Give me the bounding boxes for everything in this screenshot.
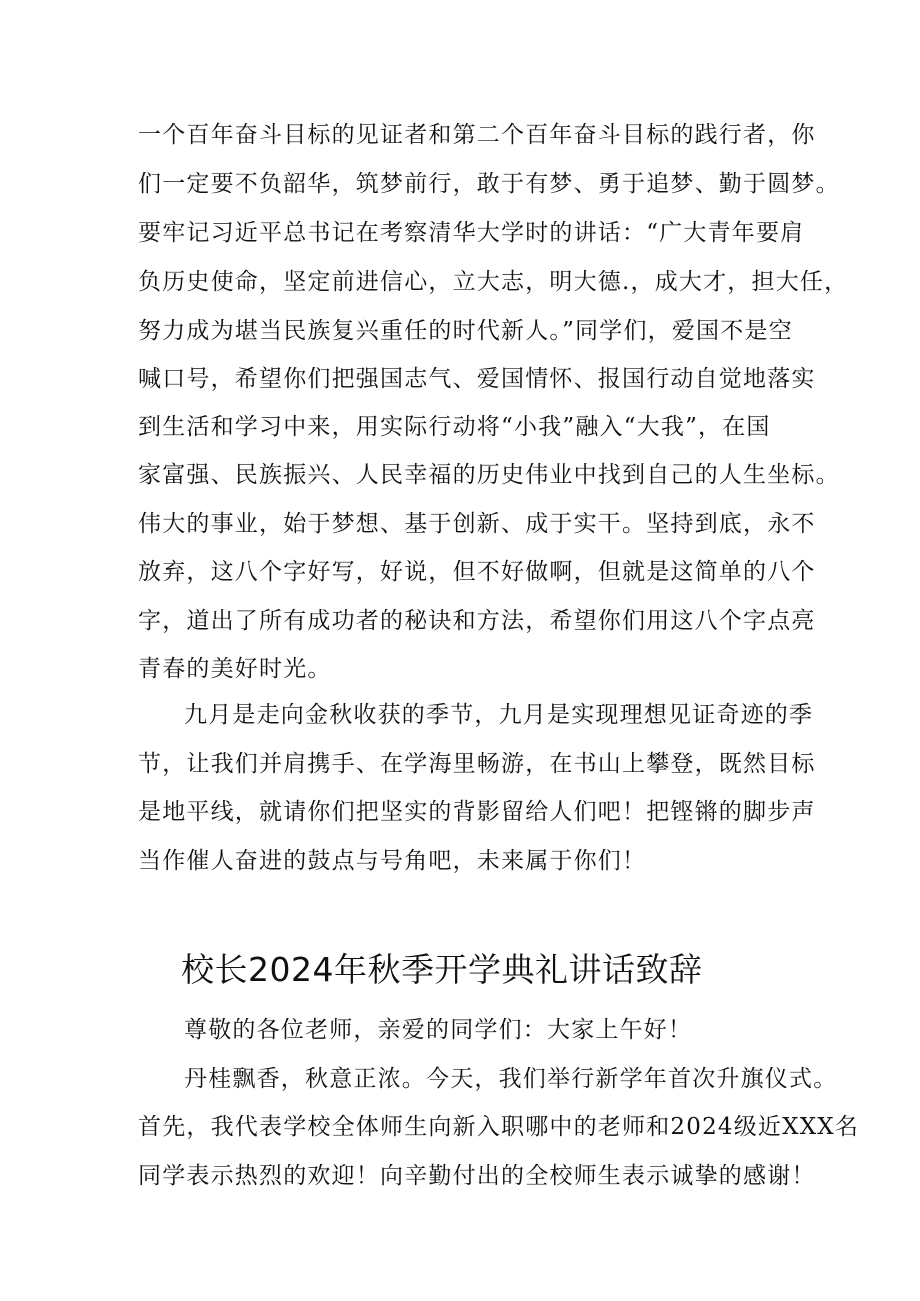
paragraph-line: 丹桂飘香，秋意正浓。今天，我们举行新学年首次升旗仪式。 [184, 1066, 838, 1092]
paragraph-line: 家富强、民族振兴、人民幸福的历史伟业中找到自己的人生坐标。 [138, 462, 840, 488]
paragraph-line: 是地平线，就请你们把坚实的背影留给人们吧！把铿锵的脚步声 [138, 799, 816, 825]
paragraph-line: 要牢记习近平总书记在考察清华大学时的讲话：“广大青年要肩 [138, 220, 805, 246]
paragraph-line: 喊口号，希望你们把强国志气、爱国情怀、报国行动自觉地落实 [138, 366, 816, 392]
greeting-line: 尊敬的各位老师，亲爱的同学们：大家上午好！ [184, 1017, 693, 1043]
paragraph-line: 同学表示热烈的欢迎！向辛勤付出的全校师生表示诚挚的感谢！ [138, 1163, 816, 1189]
paragraph-line: 努力成为堪当民族复兴重任的时代新人。”同学们，爱国不是空 [138, 318, 793, 344]
paragraph-line: 节，让我们并肩携手、在学海里畅游，在书山上攀登，既然目标 [138, 751, 816, 777]
paragraph-line: 负历史使命，坚定前进信心，立大志，明大德.，成大才，担大任， [138, 269, 849, 295]
paragraph-line: 一个百年奋斗目标的见证者和第二个百年奋斗目标的践行者，你 [138, 122, 816, 148]
paragraph-line: 九月是走向金秋收获的季节，九月是实现理想见证奇迹的季 [184, 702, 814, 728]
paragraph-line: 放弃，这八个字好写，好说，但不好做啊，但就是这简单的八个 [138, 559, 816, 585]
section-title: 校长2024年秋季开学典礼讲话致辞 [181, 950, 703, 989]
paragraph-line: 们一定要不负韶华，筑梦前行，敢于有梦、勇于追梦、勤于圆梦。 [138, 171, 840, 197]
paragraph-line: 青春的美好时光。 [138, 656, 332, 682]
paragraph-line: 到生活和学习中来，用实际行动将“小我”融入“大我”，在国 [138, 414, 771, 440]
paragraph-line: 首先，我代表学校全体师生向新入职哪中的老师和2024级近XXX名 [138, 1114, 860, 1140]
paragraph-line: 字，道出了所有成功者的秘诀和方法，希望你们用这八个字点亮 [138, 608, 816, 634]
paragraph-line: 伟大的事业，始于梦想、基于创新、成于实干。坚持到底，永不 [138, 511, 816, 537]
paragraph-line: 当作催人奋进的鼓点与号角吧，未来属于你们！ [138, 848, 647, 874]
